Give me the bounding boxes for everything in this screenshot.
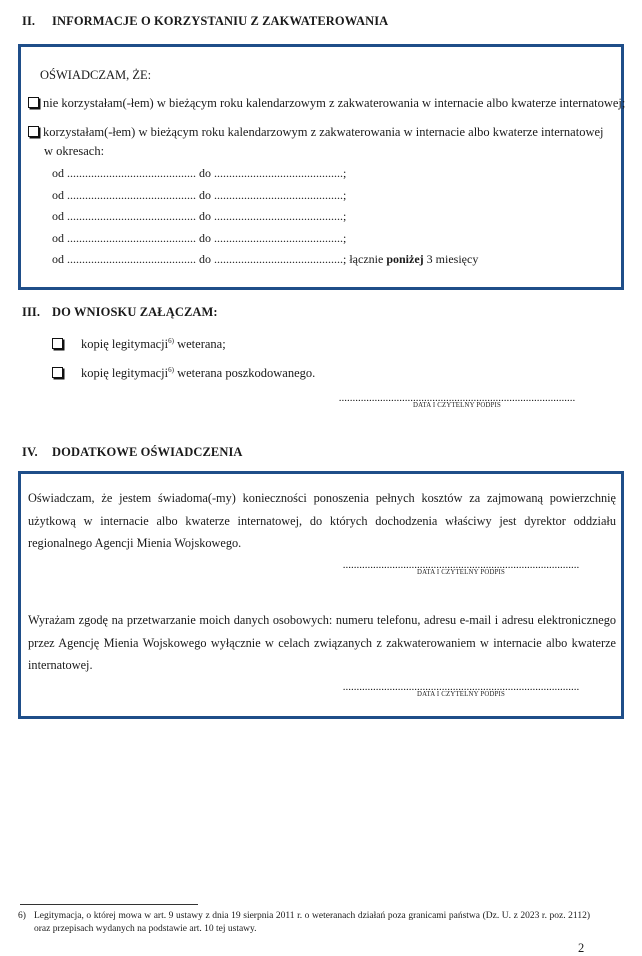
footnote-marker: 6) xyxy=(18,911,26,921)
total-bold: poniżej xyxy=(386,252,424,266)
signature-line-section-3[interactable]: ...................................................................................... xyxy=(338,392,576,404)
period-row-5-field[interactable]: od ........................................... do ...........................................; xyxy=(52,252,347,266)
attachment-item-1 xyxy=(52,337,226,352)
total-prefix: łącznie xyxy=(346,252,387,266)
total-suffix: 3 miesięcy xyxy=(423,252,479,266)
footnote-text: Legitymacja, o której mowa w art. 9 ustawy z dnia 19 sierpnia 2011 r. o weteranach działań poza granicami państwa (Dz. U. z 2023 r. poz. 2112) oraz przepisach wydanych na podstawie art. 10 tej ustawy. xyxy=(34,911,590,934)
period-row-5 xyxy=(52,252,478,267)
attachment-2-rest: weterana poszkodowanego. xyxy=(173,366,316,381)
option-not-used xyxy=(28,96,625,111)
section-4-heading xyxy=(22,445,243,460)
footnote-separator xyxy=(20,904,198,905)
period-row-2[interactable]: od ........................................... do ...........................................; xyxy=(52,188,347,202)
attachment-1-text: kopię legitymacji xyxy=(81,337,169,352)
page-number: 2 xyxy=(578,941,585,955)
section-3-title: DO WNIOSKU ZAŁĄCZAM: xyxy=(52,305,218,319)
cost-statement: Oświadczam, że jestem świadoma(-my) konieczności ponoszenia pełnych kosztów za zajmowaną powierzchnię użytkową w internacie albo kwaterze internatowej, do których dochodzenia właściwy jest dyrektor oddziału regionalnego Agencji Mienia Wojskowego. xyxy=(28,491,616,550)
section-2-number: II. xyxy=(22,14,36,28)
period-row-1[interactable]: od ........................................... do ...........................................; xyxy=(52,166,347,180)
signature-block-statement-2 xyxy=(326,681,596,698)
option-used-label: korzystałam(-łem) w bieżącym roku kalendarzowym z zakwaterowania w internacie albo kwaterze internatowej xyxy=(43,125,604,139)
checkbox-used[interactable] xyxy=(28,126,39,137)
signature-block-section-3 xyxy=(322,392,592,409)
checkbox-attachment-1[interactable] xyxy=(52,338,63,349)
checkbox-attachment-2[interactable] xyxy=(52,367,63,378)
attachment-1-footnote-ref: 6) xyxy=(168,337,174,345)
signature-caption-statement-1: DATA I CZYTELNY PODPIS xyxy=(417,569,505,576)
section-2-heading xyxy=(22,14,388,29)
checkbox-not-used[interactable] xyxy=(28,97,39,108)
signature-caption-section-3: DATA I CZYTELNY PODPIS xyxy=(413,402,501,409)
signature-block-statement-1 xyxy=(326,559,596,576)
attachment-1-rest: weterana; xyxy=(173,337,226,352)
signature-line-statement-1[interactable]: ...................................................................................... xyxy=(342,559,580,571)
data-consent-statement: Wyrażam zgodę na przetwarzanie moich danych osobowych: numeru telefonu, adresu e-mail i adresu elektronicznego przez Agencję Mienia Wojskowego wyłącznie w celach związanych z zakwaterowaniem w internacie albo kwaterze internatowej. xyxy=(28,613,616,672)
option-used xyxy=(28,125,604,140)
section-2-title: INFORMACJE O KORZYSTANIU Z ZAKWATEROWANIA xyxy=(52,14,389,28)
section-4-number: IV. xyxy=(22,445,38,459)
attachment-item-2 xyxy=(52,366,315,381)
option-not-used-label: nie korzystałam(-łem) w bieżącym roku kalendarzowym z zakwaterowania w internacie albo kwaterze internatowej; xyxy=(43,96,626,110)
attachment-2-text: kopię legitymacji xyxy=(81,366,169,381)
signature-line-statement-2[interactable]: ...................................................................................... xyxy=(342,681,580,693)
section-3-number: III. xyxy=(22,305,41,319)
declare-label: OŚWIADCZAM, ŻE: xyxy=(40,68,152,82)
signature-caption-statement-2: DATA I CZYTELNY PODPIS xyxy=(417,691,505,698)
attachment-2-footnote-ref: 6) xyxy=(168,366,174,374)
period-row-3[interactable]: od ........................................... do ...........................................; xyxy=(52,209,347,223)
section-3-heading xyxy=(22,305,218,320)
option-used-label-cont: w okresach: xyxy=(44,144,105,158)
section-4-title: DODATKOWE OŚWIADCZENIA xyxy=(52,445,243,459)
period-row-4[interactable]: od ........................................... do ...........................................; xyxy=(52,231,347,245)
